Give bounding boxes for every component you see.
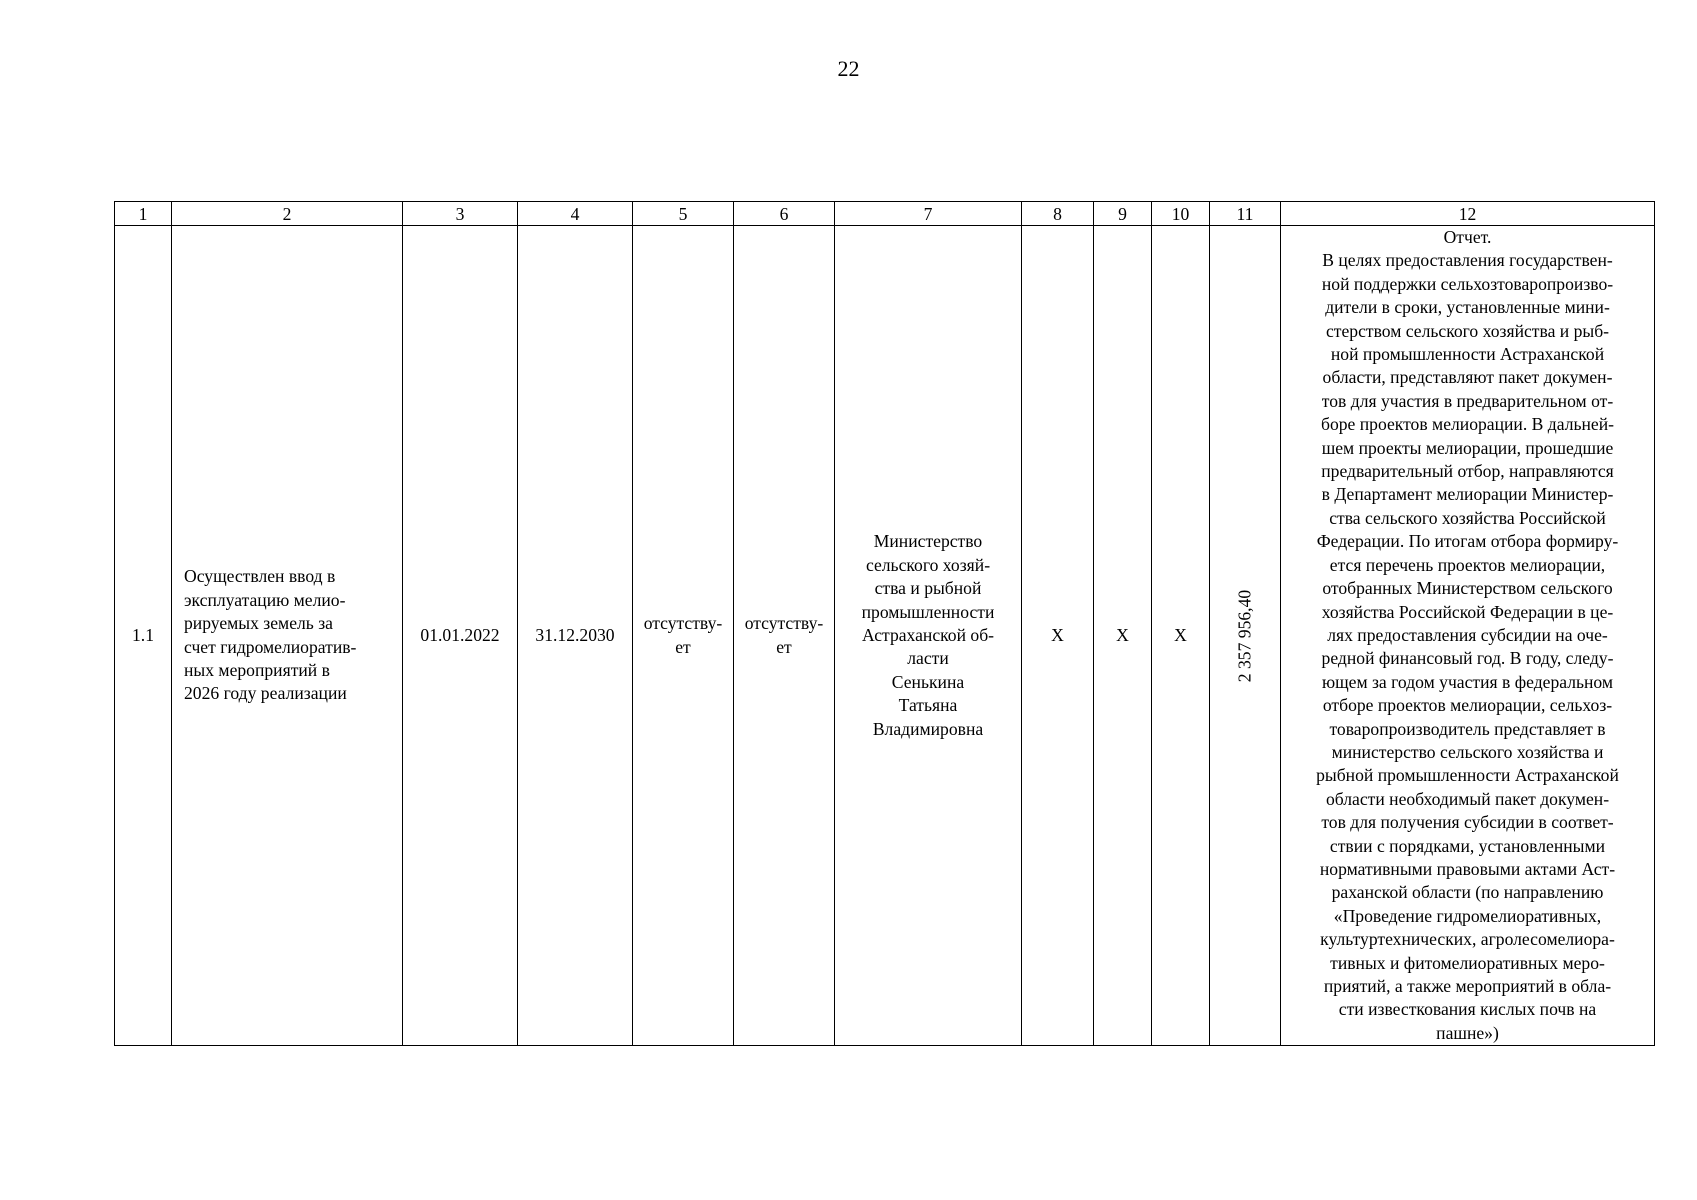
note-line: рыбной промышленности Астраханской (1316, 765, 1619, 786)
row-number-cell: 1.1 (115, 226, 172, 1046)
col8-cell: X (1022, 226, 1094, 1046)
responsible-line: Сенькина (891, 671, 965, 692)
header-col-3: 3 (403, 202, 518, 226)
note-line: ствии с порядками, установленными (1329, 835, 1606, 856)
note-line: стерством сельского хозяйства и рыб- (1325, 320, 1610, 341)
note-line: отобранных Министерством сельского (1322, 578, 1613, 599)
note-line: раханской области (по направлению (1331, 882, 1604, 903)
note-line: шем проекты мелиорации, прошедшие (1321, 437, 1614, 458)
col10-cell: X (1152, 226, 1210, 1046)
header-col-5: 5 (633, 202, 734, 226)
header-col-4: 4 (518, 202, 633, 226)
note-line: отборе проектов мелиорации, сельхоз- (1322, 695, 1613, 716)
description-line: ных мероприятий в (184, 660, 330, 681)
note-line: приятий, а также мероприятий в обла- (1323, 976, 1612, 996)
note-line: области необходимый пакет докумен- (1325, 788, 1610, 809)
description-line: эксплуатацию мелио- (184, 589, 346, 610)
event-description-cell (172, 226, 403, 1046)
note-line: ной поддержки сельхозтоваропроизво- (1321, 273, 1614, 294)
amount-cell (1210, 226, 1281, 1046)
col9-cell: X (1094, 226, 1152, 1046)
note-line: «Проведение гидромелиоративных, (1333, 905, 1602, 926)
col6-line: отсутству- (744, 613, 824, 634)
col6-cell (734, 226, 835, 1046)
note-line: министерство сельского хозяйства и (1331, 741, 1604, 762)
header-col-8: 8 (1022, 202, 1094, 226)
header-col-11: 11 (1210, 202, 1281, 226)
note-line: ется перечень проектов мелиорации, (1329, 554, 1606, 575)
note-cell (1281, 226, 1655, 1046)
note-line: тов для получения субсидии в соответ- (1321, 812, 1614, 833)
description-line: счет гидромелиоратив- (184, 636, 357, 657)
note-line: ной промышленности Астраханской (1330, 344, 1605, 365)
note-line: тивных и фитомелиоративных меро- (1330, 952, 1605, 973)
responsible-line: Татьяна (898, 695, 958, 716)
responsible-line: Астраханской об- (861, 624, 995, 645)
note-line: лях предоставления субсидии на оче- (1327, 624, 1608, 645)
note-line: ства сельского хозяйства Российской (1329, 507, 1606, 528)
responsible-line: Владимировна (872, 718, 984, 739)
note-line: хозяйства Российской Федерации в це- (1321, 601, 1614, 622)
col5-line: ет (675, 636, 691, 657)
header-row (115, 202, 1655, 226)
header-col-2: 2 (172, 202, 403, 226)
header-col-12: 12 (1281, 202, 1655, 226)
note-line: редной финансовый год. В году, следу- (1321, 648, 1614, 669)
description-line: Осуществлен ввод в (184, 566, 336, 587)
note-line: боре проектов мелиорации. В дальней- (1321, 414, 1614, 435)
report-table (114, 201, 1655, 1046)
header-col-10: 10 (1152, 202, 1210, 226)
responsible-line: сельского хозяй- (865, 554, 991, 575)
note-line: Федерации. По итогам отбора формиру- (1316, 531, 1619, 552)
description-line: 2026 году реализации (184, 683, 347, 704)
page-number: 22 (837, 56, 860, 81)
description-line: рируемых земель за (184, 613, 333, 634)
note-line: тов для участия в предварительном от- (1321, 390, 1614, 411)
col5-cell (633, 226, 734, 1046)
start-date-cell: 01.01.2022 (403, 226, 518, 1046)
note-line: товаропроизводитель представляет в (1329, 718, 1606, 739)
table-row (115, 226, 1655, 1046)
responsible-line: ласти (907, 648, 949, 669)
responsible-cell (835, 226, 1022, 1046)
note-line: области, представляют пакет докумен- (1322, 367, 1613, 388)
header-col-9: 9 (1094, 202, 1152, 226)
col5-line: отсутству- (643, 613, 723, 634)
header-col-7: 7 (835, 202, 1022, 226)
note-line: сти известкования кислых почв на (1338, 999, 1597, 1020)
note-line: В целях предоставления государствен- (1322, 250, 1613, 271)
responsible-line: промышленности (861, 601, 995, 622)
responsible-line: ства и рыбной (874, 578, 982, 599)
amount-value: 2 357 956,40 (1234, 589, 1255, 682)
responsible-line: Министерство (873, 531, 983, 552)
note-line: ющем за годом участия в федеральном (1321, 671, 1614, 692)
col6-line: ет (776, 636, 792, 657)
header-col-6: 6 (734, 202, 835, 226)
note-line: пашне») (1436, 1022, 1499, 1043)
header-col-1: 1 (115, 202, 172, 226)
note-line: дители в сроки, установленные мини- (1325, 297, 1610, 318)
note-line: нормативными правовыми актами Аст- (1319, 858, 1616, 879)
note-line: предварительный отбор, направляются (1321, 461, 1614, 482)
end-date-cell: 31.12.2030 (518, 226, 633, 1046)
note-line: культуртехнических, агролесомелиора- (1320, 929, 1615, 950)
note-line: в Департамент мелиорации Министер- (1321, 484, 1614, 505)
note-line: Отчет. (1443, 227, 1492, 247)
